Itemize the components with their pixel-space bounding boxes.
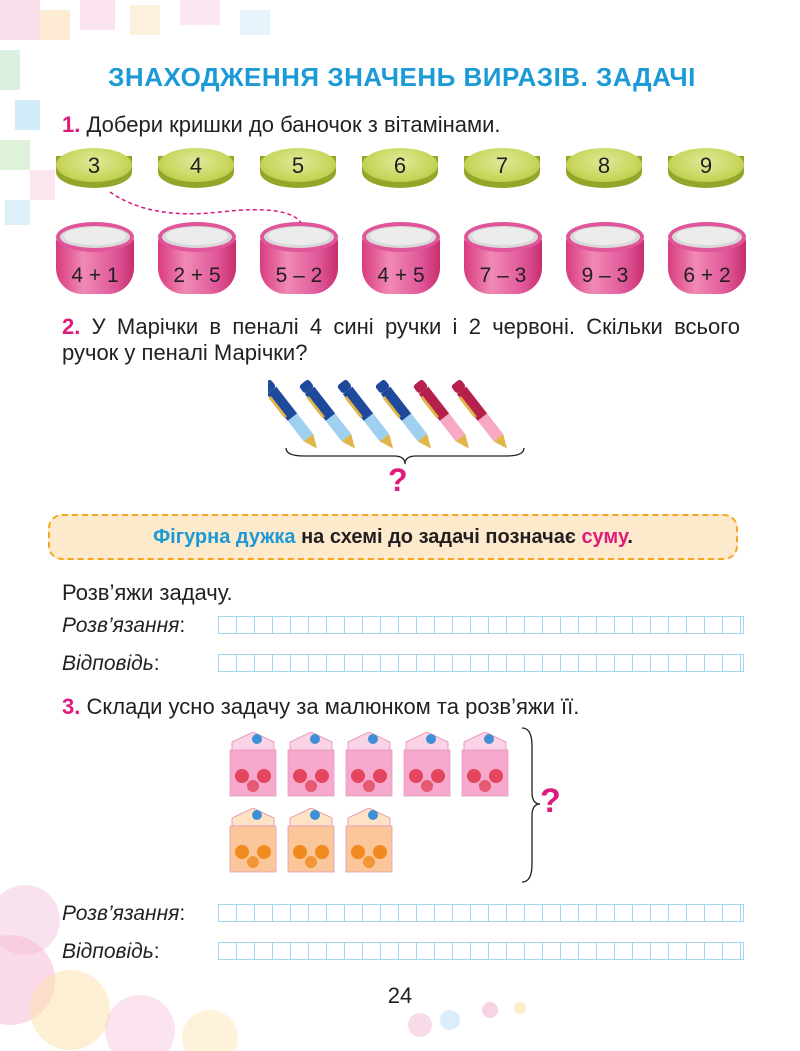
lid-number: 9 — [699, 153, 713, 178]
solution-label-1 — [62, 614, 185, 638]
strawberry-juice-carton — [342, 732, 396, 798]
note-part1: Фігурна дужка — [153, 526, 296, 548]
solution-label-text: Розв’язання — [62, 902, 180, 925]
jar-expression: 5 – 2 — [275, 264, 323, 287]
curly-brace-vertical — [518, 726, 542, 886]
note-part4: . — [627, 526, 633, 548]
lid-number: 3 — [87, 153, 101, 178]
colon: : — [179, 614, 186, 637]
task1-text: Добери кришки до баночок з вітамінами. — [86, 112, 501, 137]
answer-grid-2[interactable] — [218, 942, 744, 960]
rule-note — [48, 514, 738, 560]
page-title: ЗНАХОДЖЕННЯ ЗНАЧЕНЬ ВИРАЗІВ. ЗАДАЧІ — [108, 62, 696, 92]
task1-prompt — [62, 112, 501, 138]
vitamin-jar[interactable] — [56, 222, 134, 296]
answer-label-2 — [62, 940, 160, 964]
solution-grid-1[interactable] — [218, 616, 744, 634]
task3-text: Склади усно задачу за малюнком та розв’яжи її. — [86, 694, 580, 719]
solve-prompt: Розв’яжи задачу. — [62, 580, 233, 605]
orange-juice-carton — [226, 808, 280, 874]
solution-label-2 — [62, 902, 185, 926]
vitamin-jar[interactable] — [668, 222, 746, 296]
lid-number: 8 — [597, 153, 611, 178]
answer-label-text: Відповідь — [62, 940, 154, 963]
solution-label-text: Розв’язання — [62, 614, 180, 637]
vitamin-jar[interactable] — [464, 222, 542, 296]
solution-grid-2[interactable] — [218, 904, 744, 922]
task1-number: 1. — [62, 112, 81, 137]
vitamin-jar[interactable] — [362, 222, 440, 296]
strawberry-juice-carton — [400, 732, 454, 798]
jar-expression: 7 – 3 — [479, 264, 527, 287]
colon: : — [179, 902, 186, 925]
note-part3: суму — [581, 526, 628, 548]
task2-number: 2. — [62, 314, 81, 339]
vitamin-lid[interactable] — [362, 148, 438, 188]
jar-expression: 9 – 3 — [581, 264, 629, 287]
answer-label-text: Відповідь — [62, 652, 154, 675]
lid-number: 6 — [393, 153, 407, 178]
vitamin-lid[interactable] — [566, 148, 642, 188]
lid-number: 7 — [495, 153, 509, 178]
vitamin-lid[interactable] — [464, 148, 540, 188]
question-mark-2: ? — [540, 782, 561, 820]
page-number: 24 — [387, 983, 413, 1008]
vitamin-jar[interactable] — [158, 222, 236, 296]
strawberry-juice-carton — [458, 732, 512, 798]
lid-number: 5 — [291, 153, 305, 178]
vitamin-jar[interactable] — [260, 222, 338, 296]
task2-prompt — [62, 314, 740, 366]
jar-expression: 4 + 1 — [71, 264, 119, 287]
jar-expression: 2 + 5 — [173, 264, 221, 287]
answer-grid-1[interactable] — [218, 654, 744, 672]
vitamin-jar[interactable] — [566, 222, 644, 296]
task3-prompt — [62, 694, 579, 720]
pens-illustration — [268, 370, 528, 456]
strawberry-juice-carton — [284, 732, 338, 798]
note-part2: на схемі до задачі позначає — [295, 526, 582, 548]
colon: : — [153, 940, 160, 963]
orange-juice-carton — [284, 808, 338, 874]
strawberry-juice-carton — [226, 732, 280, 798]
task2-text: У Марічки в пеналі 4 сині ручки і 2 червоні. Скільки всього ручок у пеналі Марічки? — [62, 314, 740, 365]
lid-number: 4 — [189, 153, 203, 178]
question-mark: ? — [388, 462, 408, 498]
jar-expression: 6 + 2 — [683, 264, 731, 287]
jar-expression: 4 + 5 — [377, 264, 425, 287]
task3-number: 3. — [62, 694, 81, 719]
colon: : — [153, 652, 160, 675]
vitamin-lid[interactable] — [668, 148, 744, 188]
answer-label-1 — [62, 652, 160, 676]
orange-juice-carton — [342, 808, 396, 874]
